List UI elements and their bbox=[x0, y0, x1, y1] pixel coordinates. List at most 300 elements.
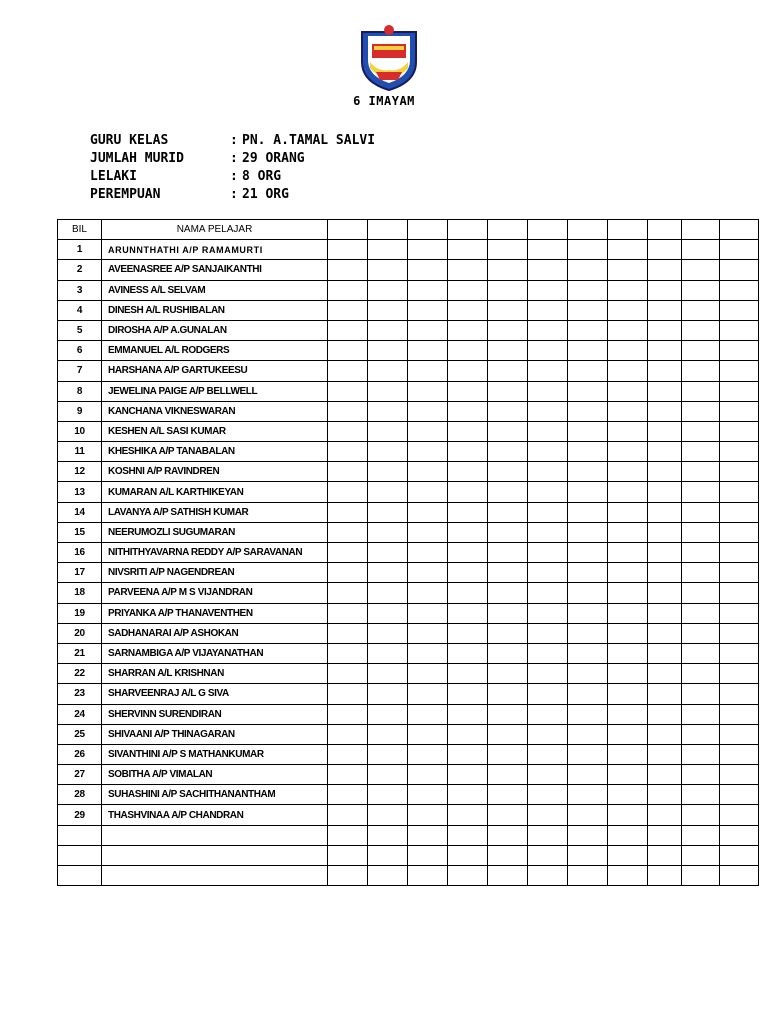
blank-cell bbox=[608, 240, 648, 260]
blank-cell bbox=[568, 442, 608, 462]
blank-cell bbox=[682, 845, 720, 865]
cell-bil: 9 bbox=[58, 401, 102, 421]
blank-cell bbox=[488, 280, 528, 300]
blank-cell bbox=[448, 805, 488, 825]
blank-cell bbox=[608, 320, 648, 340]
cell-bil: 11 bbox=[58, 442, 102, 462]
blank-cell bbox=[720, 260, 759, 280]
blank-cell bbox=[368, 845, 408, 865]
blank-cell bbox=[448, 401, 488, 421]
blank-cell bbox=[568, 623, 608, 643]
blank-cell bbox=[720, 543, 759, 563]
info-jumlah-murid bbox=[90, 150, 375, 168]
blank-cell bbox=[720, 805, 759, 825]
table-row bbox=[58, 300, 759, 320]
blank-cell bbox=[682, 704, 720, 724]
header-nama-pelajar: NAMA PELAJAR bbox=[102, 220, 328, 240]
blank-cell bbox=[568, 583, 608, 603]
blank-cell bbox=[720, 765, 759, 785]
cell-nama-pelajar: NITHITHYAVARNA REDDY A/P SARAVANAN bbox=[102, 543, 328, 563]
blank-cell bbox=[648, 563, 682, 583]
blank-cell bbox=[528, 462, 568, 482]
blank-cell bbox=[408, 320, 448, 340]
blank-cell bbox=[448, 543, 488, 563]
blank-cell bbox=[608, 482, 648, 502]
blank-cell bbox=[720, 845, 759, 865]
cell-nama-pelajar: SHIVAANI A/P THINAGARAN bbox=[102, 724, 328, 744]
table-row bbox=[58, 805, 759, 825]
blank-cell bbox=[448, 866, 488, 886]
blank-cell bbox=[368, 381, 408, 401]
blank-cell bbox=[608, 401, 648, 421]
blank-cell bbox=[682, 825, 720, 845]
cell-bil: 8 bbox=[58, 381, 102, 401]
blank-cell bbox=[488, 563, 528, 583]
blank-cell bbox=[488, 320, 528, 340]
info-value: 21 ORG bbox=[242, 187, 289, 202]
blank-cell bbox=[528, 442, 568, 462]
student-rows bbox=[58, 240, 759, 886]
blank-cell bbox=[608, 744, 648, 764]
blank-cell bbox=[448, 704, 488, 724]
table-row bbox=[58, 240, 759, 260]
blank-cell bbox=[720, 240, 759, 260]
blank-cell bbox=[608, 361, 648, 381]
blank-cell bbox=[648, 724, 682, 744]
blank-cell bbox=[488, 482, 528, 502]
blank-cell bbox=[568, 280, 608, 300]
cell-bil: 1 bbox=[58, 240, 102, 260]
blank-cell bbox=[608, 442, 648, 462]
blank-cell bbox=[368, 785, 408, 805]
blank-cell bbox=[488, 583, 528, 603]
cell-nama-pelajar: KESHEN A/L SASI KUMAR bbox=[102, 421, 328, 441]
blank-cell bbox=[368, 421, 408, 441]
blank-cell bbox=[448, 845, 488, 865]
blank-cell bbox=[448, 684, 488, 704]
blank-cell bbox=[408, 563, 448, 583]
cell-bil: 20 bbox=[58, 623, 102, 643]
blank-cell bbox=[408, 381, 448, 401]
class-info bbox=[90, 132, 375, 204]
blank-cell bbox=[448, 462, 488, 482]
blank-cell bbox=[568, 320, 608, 340]
blank-cell bbox=[682, 300, 720, 320]
blank-cell bbox=[568, 421, 608, 441]
blank-cell bbox=[408, 866, 448, 886]
blank-cell bbox=[328, 522, 368, 542]
blank-cell bbox=[368, 300, 408, 320]
blank-cell bbox=[328, 805, 368, 825]
blank-cell bbox=[368, 522, 408, 542]
blank-cell bbox=[720, 603, 759, 623]
blank-cell bbox=[368, 724, 408, 744]
blank-cell bbox=[720, 825, 759, 845]
blank-cell bbox=[328, 381, 368, 401]
blank-cell bbox=[408, 785, 448, 805]
blank-cell bbox=[648, 482, 682, 502]
blank-cell bbox=[408, 260, 448, 280]
blank-cell bbox=[608, 704, 648, 724]
blank-cell bbox=[488, 543, 528, 563]
blank-cell bbox=[488, 704, 528, 724]
blank-cell bbox=[528, 845, 568, 865]
table-row bbox=[58, 280, 759, 300]
cell-bil: 28 bbox=[58, 785, 102, 805]
blank-cell bbox=[368, 866, 408, 886]
blank-cell bbox=[368, 744, 408, 764]
blank-cell bbox=[488, 462, 528, 482]
blank-cell bbox=[648, 502, 682, 522]
blank-cell bbox=[408, 623, 448, 643]
blank-cell bbox=[328, 643, 368, 663]
blank-cell bbox=[682, 684, 720, 704]
blank-cell bbox=[528, 866, 568, 886]
blank-cell bbox=[568, 240, 608, 260]
cell-bil: 27 bbox=[58, 765, 102, 785]
blank-cell bbox=[368, 543, 408, 563]
info-value: 8 ORG bbox=[242, 169, 282, 184]
blank-cell bbox=[408, 442, 448, 462]
blank-cell bbox=[408, 280, 448, 300]
blank-cell bbox=[368, 361, 408, 381]
cell-bil: 17 bbox=[58, 563, 102, 583]
blank-cell bbox=[608, 664, 648, 684]
blank-cell bbox=[488, 765, 528, 785]
blank-cell bbox=[608, 603, 648, 623]
cell-nama-pelajar: PARVEENA A/P M S VIJANDRAN bbox=[102, 583, 328, 603]
blank-cell bbox=[448, 482, 488, 502]
blank-column-header bbox=[528, 220, 568, 240]
blank-cell bbox=[682, 502, 720, 522]
blank-cell bbox=[448, 825, 488, 845]
blank-cell bbox=[368, 603, 408, 623]
blank-cell bbox=[608, 845, 648, 865]
cell-nama-pelajar bbox=[102, 845, 328, 865]
cell-bil: 7 bbox=[58, 361, 102, 381]
blank-cell bbox=[488, 845, 528, 865]
blank-cell bbox=[528, 603, 568, 623]
blank-cell bbox=[568, 765, 608, 785]
blank-cell bbox=[568, 482, 608, 502]
blank-cell bbox=[528, 300, 568, 320]
blank-cell bbox=[720, 462, 759, 482]
blank-cell bbox=[682, 260, 720, 280]
blank-cell bbox=[682, 583, 720, 603]
blank-cell bbox=[648, 543, 682, 563]
blank-cell bbox=[720, 623, 759, 643]
blank-cell bbox=[648, 845, 682, 865]
cell-bil: 23 bbox=[58, 684, 102, 704]
blank-cell bbox=[528, 240, 568, 260]
blank-cell bbox=[608, 623, 648, 643]
blank-cell bbox=[368, 704, 408, 724]
blank-cell bbox=[368, 320, 408, 340]
table-row bbox=[58, 623, 759, 643]
table-row bbox=[58, 502, 759, 522]
blank-cell bbox=[488, 401, 528, 421]
blank-cell bbox=[528, 724, 568, 744]
blank-cell bbox=[568, 502, 608, 522]
blank-cell bbox=[408, 765, 448, 785]
cell-nama-pelajar: KANCHANA VIKNESWARAN bbox=[102, 401, 328, 421]
blank-cell bbox=[682, 341, 720, 361]
blank-cell bbox=[568, 563, 608, 583]
cell-nama-pelajar: PRIYANKA A/P THANAVENTHEN bbox=[102, 603, 328, 623]
blank-cell bbox=[648, 421, 682, 441]
table-row bbox=[58, 704, 759, 724]
blank-cell bbox=[368, 442, 408, 462]
blank-cell bbox=[488, 421, 528, 441]
cell-nama-pelajar: DIROSHA A/P A.GUNALAN bbox=[102, 320, 328, 340]
table-row bbox=[58, 341, 759, 361]
blank-cell bbox=[608, 341, 648, 361]
blank-column-header bbox=[408, 220, 448, 240]
blank-cell bbox=[368, 462, 408, 482]
blank-cell bbox=[568, 300, 608, 320]
info-perempuan bbox=[90, 186, 375, 204]
blank-cell bbox=[608, 805, 648, 825]
blank-cell bbox=[448, 300, 488, 320]
table-row bbox=[58, 684, 759, 704]
blank-cell bbox=[648, 805, 682, 825]
blank-cell bbox=[648, 744, 682, 764]
blank-cell bbox=[328, 583, 368, 603]
cell-nama-pelajar: KUMARAN A/L KARTHIKEYAN bbox=[102, 482, 328, 502]
blank-cell bbox=[608, 563, 648, 583]
info-separator: : bbox=[230, 169, 238, 184]
cell-nama-pelajar: HARSHANA A/P GARTUKEESU bbox=[102, 361, 328, 381]
blank-cell bbox=[488, 361, 528, 381]
blank-cell bbox=[528, 502, 568, 522]
blank-cell bbox=[648, 825, 682, 845]
blank-cell bbox=[368, 805, 408, 825]
cell-nama-pelajar: EMMANUEL A/L RODGERS bbox=[102, 341, 328, 361]
blank-cell bbox=[608, 866, 648, 886]
blank-cell bbox=[328, 785, 368, 805]
cell-nama-pelajar: THASHVINAA A/P CHANDRAN bbox=[102, 805, 328, 825]
blank-column-header bbox=[648, 220, 682, 240]
blank-cell bbox=[488, 522, 528, 542]
blank-cell bbox=[328, 765, 368, 785]
info-separator: : bbox=[230, 151, 238, 166]
blank-cell bbox=[608, 583, 648, 603]
blank-cell bbox=[328, 704, 368, 724]
blank-cell bbox=[328, 260, 368, 280]
cell-bil bbox=[58, 866, 102, 886]
blank-cell bbox=[720, 300, 759, 320]
blank-cell bbox=[608, 280, 648, 300]
blank-cell bbox=[408, 724, 448, 744]
blank-cell bbox=[608, 643, 648, 663]
cell-nama-pelajar: SHERVINN SURENDIRAN bbox=[102, 704, 328, 724]
table-row bbox=[58, 260, 759, 280]
blank-cell bbox=[488, 805, 528, 825]
table-row bbox=[58, 724, 759, 744]
table-row bbox=[58, 603, 759, 623]
blank-cell bbox=[408, 300, 448, 320]
blank-cell bbox=[448, 502, 488, 522]
blank-cell bbox=[568, 805, 608, 825]
blank-cell bbox=[682, 563, 720, 583]
student-table bbox=[57, 219, 759, 886]
blank-cell bbox=[328, 845, 368, 865]
table-row bbox=[58, 320, 759, 340]
blank-cell bbox=[328, 563, 368, 583]
blank-cell bbox=[648, 280, 682, 300]
table-row bbox=[58, 543, 759, 563]
cell-bil: 3 bbox=[58, 280, 102, 300]
blank-cell bbox=[568, 401, 608, 421]
blank-cell bbox=[568, 866, 608, 886]
blank-column-header bbox=[448, 220, 488, 240]
blank-cell bbox=[408, 482, 448, 502]
blank-cell bbox=[568, 684, 608, 704]
blank-cell bbox=[488, 684, 528, 704]
cell-nama-pelajar: AVEENASREE A/P SANJAIKANTHI bbox=[102, 260, 328, 280]
blank-cell bbox=[720, 664, 759, 684]
blank-cell bbox=[528, 785, 568, 805]
blank-cell bbox=[720, 341, 759, 361]
cell-bil: 14 bbox=[58, 502, 102, 522]
blank-cell bbox=[368, 401, 408, 421]
table-row bbox=[58, 482, 759, 502]
blank-cell bbox=[682, 866, 720, 886]
blank-cell bbox=[720, 643, 759, 663]
cell-bil: 13 bbox=[58, 482, 102, 502]
blank-cell bbox=[328, 543, 368, 563]
blank-cell bbox=[488, 341, 528, 361]
blank-cell bbox=[448, 421, 488, 441]
blank-cell bbox=[682, 280, 720, 300]
blank-cell bbox=[448, 260, 488, 280]
blank-column-header bbox=[488, 220, 528, 240]
blank-cell bbox=[608, 765, 648, 785]
blank-cell bbox=[648, 785, 682, 805]
blank-cell bbox=[648, 765, 682, 785]
blank-cell bbox=[720, 401, 759, 421]
cell-bil: 21 bbox=[58, 643, 102, 663]
blank-cell bbox=[682, 442, 720, 462]
cell-nama-pelajar: NIVSRITI A/P NAGENDREAN bbox=[102, 563, 328, 583]
blank-cell bbox=[528, 260, 568, 280]
blank-cell bbox=[328, 442, 368, 462]
blank-cell bbox=[568, 704, 608, 724]
blank-cell bbox=[408, 240, 448, 260]
blank-cell bbox=[720, 724, 759, 744]
blank-cell bbox=[720, 704, 759, 724]
blank-cell bbox=[568, 724, 608, 744]
blank-column-header bbox=[682, 220, 720, 240]
blank-cell bbox=[448, 320, 488, 340]
blank-cell bbox=[368, 482, 408, 502]
blank-cell bbox=[568, 462, 608, 482]
blank-cell bbox=[682, 765, 720, 785]
blank-cell bbox=[408, 825, 448, 845]
blank-cell bbox=[682, 401, 720, 421]
blank-cell bbox=[328, 623, 368, 643]
blank-cell bbox=[488, 502, 528, 522]
blank-cell bbox=[528, 684, 568, 704]
blank-cell bbox=[488, 643, 528, 663]
blank-cell bbox=[448, 442, 488, 462]
blank-cell bbox=[528, 361, 568, 381]
blank-cell bbox=[568, 785, 608, 805]
blank-cell bbox=[682, 462, 720, 482]
table-header-row bbox=[58, 220, 759, 240]
cell-bil bbox=[58, 845, 102, 865]
blank-cell bbox=[648, 260, 682, 280]
blank-cell bbox=[488, 603, 528, 623]
blank-cell bbox=[408, 583, 448, 603]
blank-cell bbox=[528, 381, 568, 401]
blank-cell bbox=[648, 361, 682, 381]
blank-cell bbox=[488, 785, 528, 805]
blank-cell bbox=[648, 442, 682, 462]
blank-cell bbox=[568, 845, 608, 865]
blank-cell bbox=[368, 643, 408, 663]
blank-cell bbox=[648, 603, 682, 623]
blank-cell bbox=[368, 341, 408, 361]
blank-cell bbox=[648, 381, 682, 401]
blank-cell bbox=[368, 684, 408, 704]
blank-cell bbox=[408, 421, 448, 441]
blank-cell bbox=[608, 785, 648, 805]
cell-nama-pelajar: LAVANYA A/P SATHISH KUMAR bbox=[102, 502, 328, 522]
cell-bil bbox=[58, 825, 102, 845]
blank-cell bbox=[568, 643, 608, 663]
blank-cell bbox=[720, 866, 759, 886]
blank-cell bbox=[568, 603, 608, 623]
blank-cell bbox=[408, 643, 448, 663]
blank-cell bbox=[448, 724, 488, 744]
blank-cell bbox=[328, 320, 368, 340]
blank-cell bbox=[682, 482, 720, 502]
cell-nama-pelajar: SARNAMBIGA A/P VIJAYANATHAN bbox=[102, 643, 328, 663]
blank-cell bbox=[448, 361, 488, 381]
blank-cell bbox=[488, 744, 528, 764]
header-bil: BIL bbox=[58, 220, 102, 240]
blank-cell bbox=[448, 563, 488, 583]
table-row bbox=[58, 421, 759, 441]
blank-cell bbox=[408, 603, 448, 623]
blank-cell bbox=[720, 785, 759, 805]
table-row bbox=[58, 361, 759, 381]
blank-cell bbox=[682, 543, 720, 563]
blank-cell bbox=[648, 462, 682, 482]
blank-cell bbox=[528, 401, 568, 421]
cell-bil: 26 bbox=[58, 744, 102, 764]
cell-nama-pelajar: SUHASHINI A/P SACHITHANANTHAM bbox=[102, 785, 328, 805]
blank-cell bbox=[682, 664, 720, 684]
blank-cell bbox=[720, 320, 759, 340]
blank-cell bbox=[408, 361, 448, 381]
blank-cell bbox=[328, 421, 368, 441]
table-row bbox=[58, 563, 759, 583]
blank-cell bbox=[368, 623, 408, 643]
blank-cell bbox=[328, 603, 368, 623]
blank-cell bbox=[682, 361, 720, 381]
blank-cell bbox=[328, 401, 368, 421]
blank-cell bbox=[528, 320, 568, 340]
blank-column-header bbox=[568, 220, 608, 240]
blank-cell bbox=[648, 866, 682, 886]
cell-bil: 25 bbox=[58, 724, 102, 744]
blank-cell bbox=[648, 522, 682, 542]
blank-cell bbox=[528, 482, 568, 502]
cell-nama-pelajar: SHARRAN A/L KRISHNAN bbox=[102, 664, 328, 684]
blank-cell bbox=[488, 381, 528, 401]
